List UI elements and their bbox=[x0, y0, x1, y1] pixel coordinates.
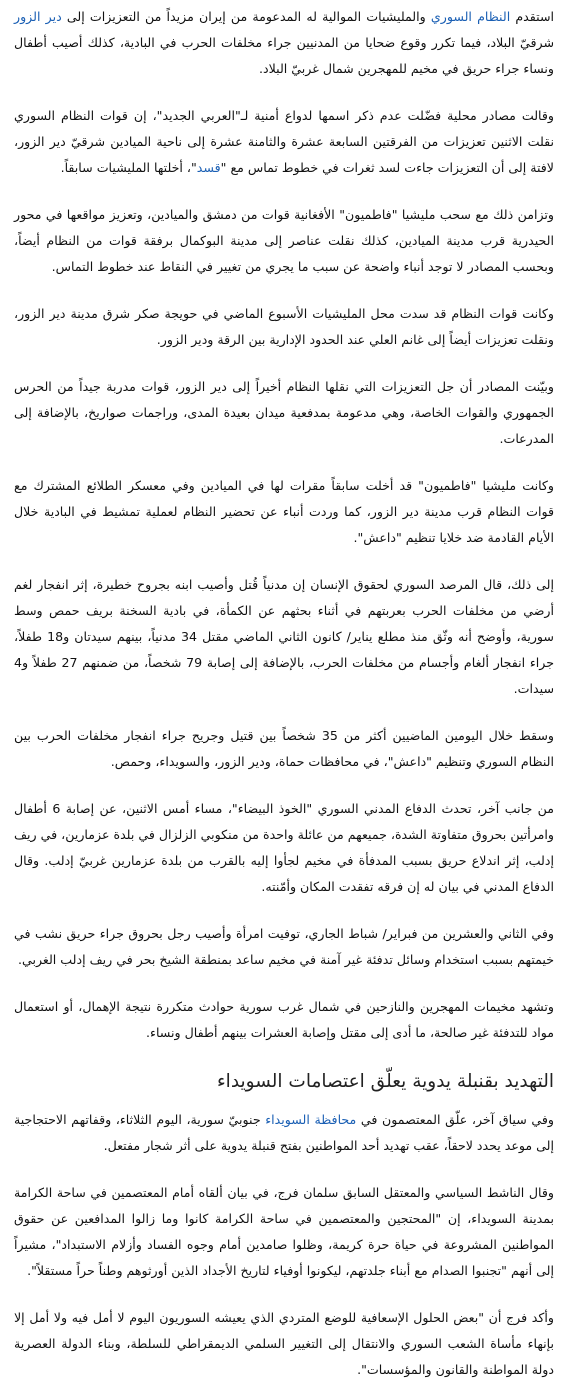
paragraph-5: وبيّنت المصادر أن جل التعزيزات التي نقلها النظام أخيراً إلى دير الزور، قوات مدربة جيداً من الحرس الجمهوري والقوات الخاصة، وهي مدعومة بمدفعية ميدان بعيدة المدى، وراجمات صواريخ، بالإضافة إلى المدرعات. bbox=[14, 379, 554, 446]
paragraph-13: وقال الناشط السياسي والمعتقل السابق سلمان فرج، في بيان ألقاه أمام المعتصمين في ساحة الكرامة بمدينة السويداء، إن "المحتجين والمعتصمين في ساحة الكرامة كانوا وما زالوا المدافعين عن حقوق المواطنين المشروعة في حياة حرة كريمة، وظلوا صامدين أمام وجوه الفساد وأزلام الاستبداد"، مشيراً إلى أنهم "تجنبوا الصدام مع أبناء جلدتهم، ليكونوا أوفياء لتاريخ الأجداد الذين أورثوهم وطناً حراً مستقلاً". bbox=[14, 1185, 554, 1278]
paragraph-6: وكانت مليشيا "فاطميون" قد أخلت سابقاً مقرات لها في الميادين وفي معسكر الطلائع المشترك مع قوات النظام قرب مدينة دير الزور، كما وردت أنباء عن تحضير النظام لعملية تمشيط في البادية خلال الأيام القادمة ضد خلايا تنظيم "داعش". bbox=[14, 478, 554, 545]
paragraph-3: وتزامن ذلك مع سحب مليشيا "فاطميون" الأفغانية قوات من دمشق والميادين، وتعزيز مواقعها في محور الحيدرية قرب مدينة الميادين، كذلك نقلت عناصر إلى مدينة البوكمال برفقة قوات من النظام أيضاً، وبحسب المصادر لا توجد أنباء واضحة عن سبب ما يجري من تغيير في النقاط عند خطوط التماس. bbox=[14, 207, 554, 274]
paragraph-text: استقدم bbox=[510, 9, 554, 24]
section-subheading: التهديد بقنبلة يدوية يعلّق اعتصامات السويداء bbox=[216, 1071, 554, 1092]
link-qasad[interactable]: قسد bbox=[196, 160, 221, 175]
paragraph-11: وتشهد مخيمات المهجرين والنازحين في شمال غرب سورية حوادث متكررة نتيجة الإهمال، أو استعمال مواد للتدفئة غير صالحة، ما أدى إلى مقتل وإصابة العشرات بينهم أطفال ونساء. bbox=[14, 999, 554, 1040]
paragraph-12 bbox=[14, 1107, 554, 1159]
paragraph-1 bbox=[14, 4, 554, 82]
paragraph-text: وقالت مصادر محلية فضّلت عدم ذكر اسمها لدواع أمنية لـ"العربي الجديد"، إن قوات النظام السوري نقلت الاثنين تعزيزات من الفرقتين السابعة عشرة والثامنة عشرة إلى ناحية الميادين شرقيّ دير الزور، لافتة إلى أن التعزيزات جاءت لسد ثغرات في خطوط تماس مع " bbox=[14, 108, 554, 175]
paragraph-9: من جانب آخر، تحدث الدفاع المدني السوري "الخوذ البيضاء"، مساء أمس الاثنين، عن إصابة 6 أطفال وامرأتين بحروق متفاوتة الشدة، جميعهم من عائلة واحدة من منكوبي الزلزال في بلدة عزمارين، في ريف إدلب، إثر اندلاع حريق بسبب المدفأة في مخيم لجأوا إليه بالقرب من بلدة عزمارين غربيّ إدلب. وقال الدفاع المدني في بيان له إن فرقه تفقدت المكان وأمّنته. bbox=[14, 801, 554, 894]
link-deir-ez-zor[interactable]: دير الزور bbox=[14, 9, 62, 24]
paragraph-8: وسقط خلال اليومين الماضيين أكثر من 35 شخصاً بين قتيل وجريح جراء انفجار مخلفات الحرب بين النظام السوري وتنظيم "داعش"، في محافظات حماة، ودير الزور، والسويداء، وحمص. bbox=[14, 728, 554, 769]
link-syrian-regime[interactable]: النظام السوري bbox=[430, 9, 511, 24]
link-sweida-governorate[interactable]: محافظة السويداء bbox=[265, 1112, 357, 1127]
paragraph-4: وكانت قوات النظام قد سدت محل المليشيات الأسبوع الماضي في حويجة صكر شرق مدينة دير الزور، ونقلت تعزيزات أيضاً إلى غانم العلي عند الحدود الإدارية بين الرقة ودير الزور. bbox=[14, 306, 554, 347]
paragraph-2 bbox=[14, 103, 554, 181]
paragraph-text: وفي سياق آخر، علّق المعتصمون في bbox=[356, 1112, 554, 1127]
paragraph-text: والمليشيات الموالية له المدعومة من إيران مزيداً من التعزيزات إلى bbox=[61, 9, 431, 24]
paragraph-7: إلى ذلك، قال المرصد السوري لحقوق الإنسان إن مدنياً قُتل وأصيب ابنه بجروح خطيرة، إثر انفجار لغم أرضي من مخلفات الحرب بعربتهم في أثناء بحثهم عن الكمأة، في بادية السخنة بريف حمص وسط سورية، وأوضح أنه وثّق منذ مطلع يناير/ كانون الثاني الماضي مقتل 34 مدنياً، بينهم سيدتان و18 طفلاً، جراء انفجار ألغام وأجسام من مخلفات الحرب، بالإضافة إلى إصابة 79 شخصاً، من ضمنهم 27 طفلاً و4 سيدات. bbox=[14, 577, 554, 696]
paragraph-text: شرقيّ البلاد، فيما تكرر وقوع ضحايا من المدنيين جراء مخلفات الحرب في البادية، كذلك أصيب أطفال ونساء جراء حريق في مخيم للمهجرين شمال غربيّ البلاد. bbox=[14, 35, 554, 76]
paragraph-text: جنوبيّ سورية، اليوم الثلاثاء، وقفاتهم الاحتجاجية إلى موعد يحدد لاحقاً، عقب تهديد أحد المواطنين بفتح قنبلة يدوية على أثر شجار مفتعل. bbox=[14, 1112, 554, 1153]
paragraph-text: "، أخلتها المليشيات سابقاً. bbox=[60, 160, 197, 175]
paragraph-14: وأكد فرج أن "بعض الحلول الإسعافية للوضع المتردي الذي يعيشه السوريون اليوم لا أمل فيه ولا أمل إلا بإنهاء مأساة الشعب السوري والانتقال إلى التغيير السلمي الديمقراطي للسلطة، وبناء الدولة العصرية دولة المواطنة والقانون والمؤسسات". bbox=[14, 1310, 554, 1377]
paragraph-10: وفي الثاني والعشرين من فبراير/ شباط الجاري، توفيت امرأة وأصيب رجل بحروق جراء حريق نشب في خيمتهم بسبب استخدام وسائل تدفئة غير آمنة في مخيم ساعد بمنطقة الشيخ بحر في ريف إدلب الغربي. bbox=[14, 926, 554, 967]
